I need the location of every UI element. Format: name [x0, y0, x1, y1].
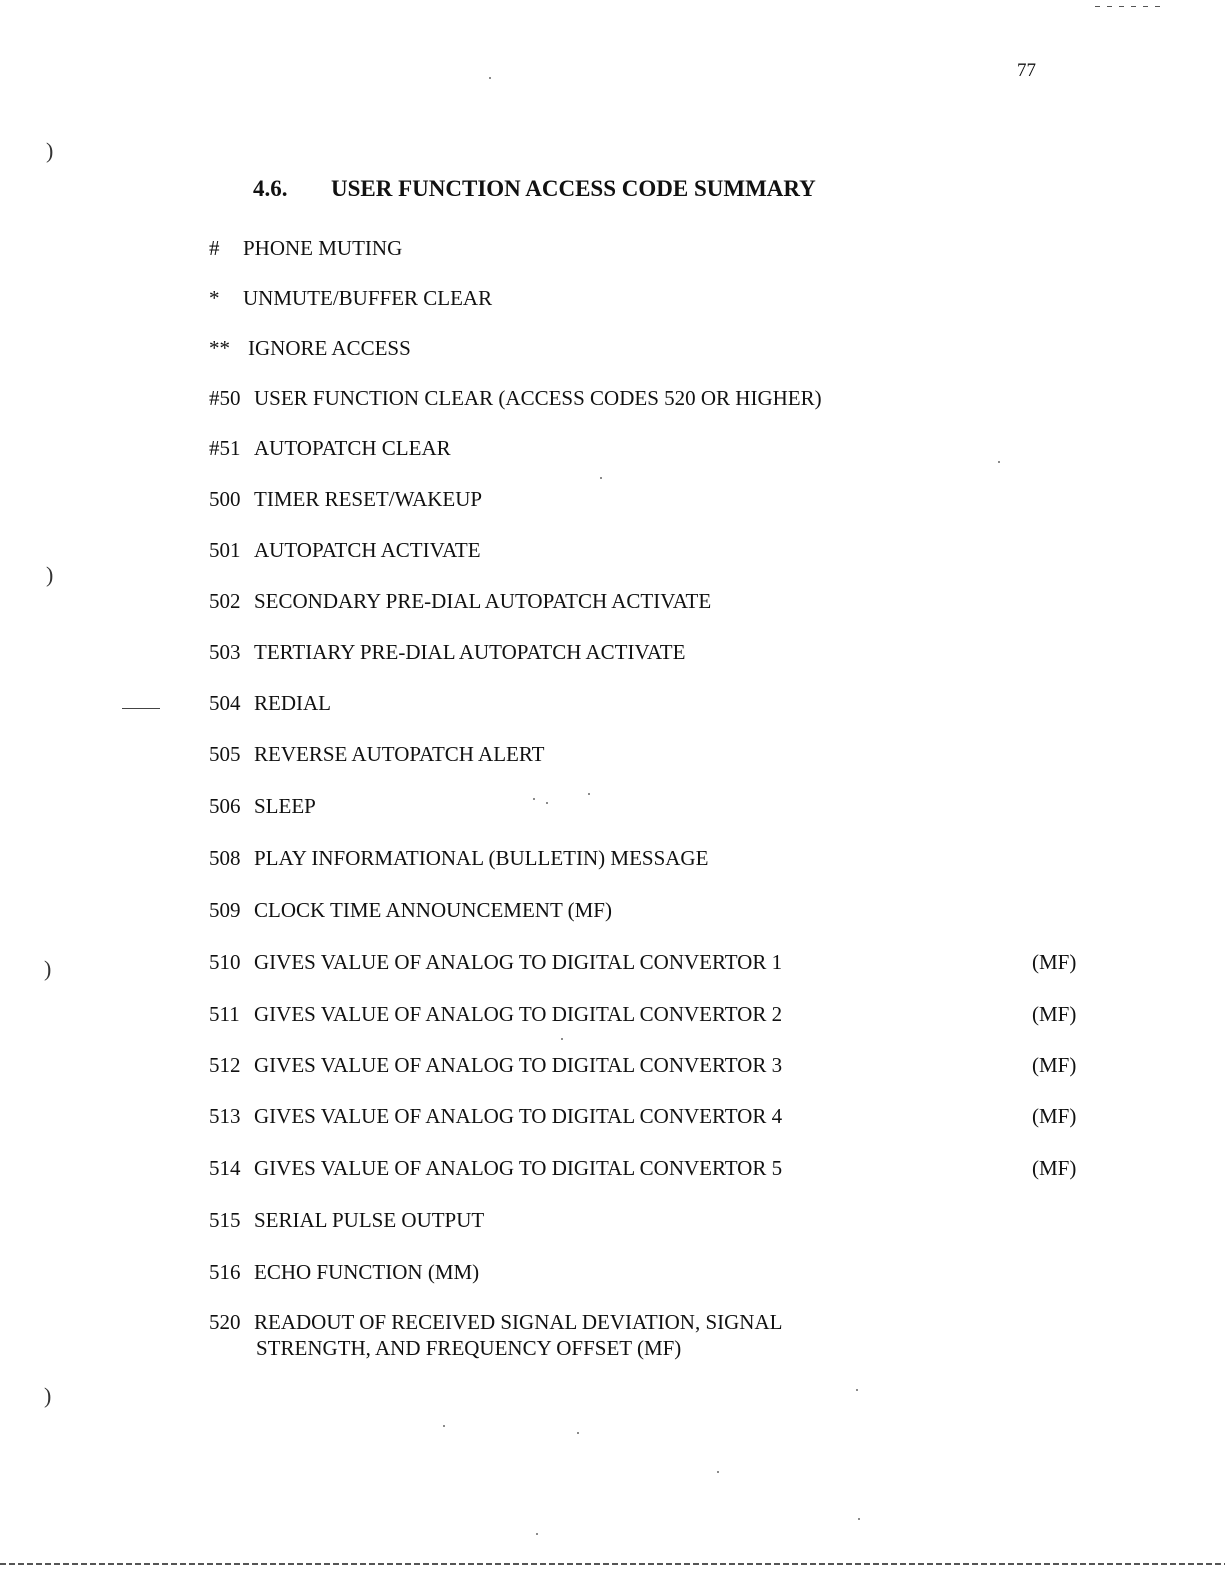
section-title: USER FUNCTION ACCESS CODE SUMMARY [331, 176, 816, 201]
list-item [209, 845, 708, 871]
code-description: SLEEP [254, 794, 316, 818]
scan-speck [489, 77, 491, 79]
scan-speck [858, 1518, 860, 1520]
scan-speck [561, 1038, 563, 1040]
scan-speck [717, 1471, 719, 1473]
mf-suffix: (MF) [1032, 1156, 1077, 1180]
list-item [209, 588, 711, 614]
access-code: 515 [209, 1208, 241, 1232]
scan-speck [533, 798, 535, 800]
access-code: #51 [209, 436, 241, 460]
page-number: 77 [1017, 60, 1036, 81]
code-description: USER FUNCTION CLEAR (ACCESS CODES 520 OR HIGHER) [254, 386, 822, 410]
list-item [209, 1309, 782, 1361]
code-description: GIVES VALUE OF ANALOG TO DIGITAL CONVERTOR 4 [254, 1104, 783, 1128]
section-number: 4.6. [253, 176, 288, 201]
scan-speck [546, 802, 548, 804]
margin-mark: ) [44, 1383, 52, 1408]
scan-speck [588, 793, 590, 795]
list-item [209, 1259, 479, 1285]
margin-dash [122, 708, 160, 709]
code-description: READOUT OF RECEIVED SIGNAL DEVIATION, SIGNAL [254, 1310, 783, 1334]
access-code: 510 [209, 950, 241, 974]
access-code: 514 [209, 1156, 241, 1180]
code-description: SECONDARY PRE-DIAL AUTOPATCH ACTIVATE [254, 589, 712, 613]
mf-suffix: (MF) [1032, 1104, 1077, 1128]
access-code: 502 [209, 589, 241, 613]
list-item [209, 1001, 1077, 1027]
access-code: 503 [209, 640, 241, 664]
list-item [209, 741, 544, 767]
mf-suffix: (MF) [1032, 1053, 1077, 1077]
list-item [209, 639, 685, 665]
access-code: 505 [209, 742, 241, 766]
code-description: AUTOPATCH CLEAR [254, 436, 451, 460]
list-item [209, 235, 402, 261]
code-description: CLOCK TIME ANNOUNCEMENT (MF) [254, 898, 612, 922]
list-item [209, 897, 612, 923]
access-code: * [209, 286, 220, 310]
code-description: REVERSE AUTOPATCH ALERT [254, 742, 545, 766]
access-code: 509 [209, 898, 241, 922]
access-code: 516 [209, 1260, 241, 1284]
scan-speck [998, 461, 1000, 463]
code-description: IGNORE ACCESS [248, 336, 411, 360]
access-code: ** [209, 336, 230, 360]
code-description: AUTOPATCH ACTIVATE [254, 538, 481, 562]
list-item [209, 1155, 1077, 1181]
code-description: ECHO FUNCTION (MM) [254, 1260, 480, 1284]
code-description: REDIAL [254, 691, 331, 715]
scan-speck [600, 477, 602, 479]
scan-speck [577, 1432, 579, 1434]
access-code: #50 [209, 386, 241, 410]
list-item [209, 335, 411, 361]
margin-mark: ) [46, 562, 54, 587]
code-description: PLAY INFORMATIONAL (BULLETIN) MESSAGE [254, 846, 709, 870]
list-item [209, 285, 492, 311]
list-item [209, 690, 331, 716]
mf-suffix: (MF) [1032, 950, 1077, 974]
access-code: 501 [209, 538, 241, 562]
scan-artifact-bottom [0, 1563, 1225, 1565]
access-code: 506 [209, 794, 241, 818]
list-item [209, 1207, 484, 1233]
list-item [209, 949, 1077, 975]
access-code: 520 [209, 1310, 241, 1334]
code-description: TERTIARY PRE-DIAL AUTOPATCH ACTIVATE [254, 640, 686, 664]
list-item [209, 537, 481, 563]
list-item [209, 1052, 1077, 1078]
scan-speck [536, 1533, 538, 1535]
access-code: 504 [209, 691, 241, 715]
access-code: # [209, 236, 220, 260]
mf-suffix: (MF) [1032, 1002, 1077, 1026]
code-description: GIVES VALUE OF ANALOG TO DIGITAL CONVERTOR 2 [254, 1002, 783, 1026]
scan-speck [856, 1389, 858, 1391]
code-description: SERIAL PULSE OUTPUT [254, 1208, 485, 1232]
list-item [209, 486, 482, 512]
section-heading [253, 176, 816, 202]
access-code: 512 [209, 1053, 241, 1077]
scan-artifact-top [1095, 6, 1165, 7]
code-description: GIVES VALUE OF ANALOG TO DIGITAL CONVERTOR 1 [254, 950, 783, 974]
list-item [209, 793, 316, 819]
code-description: TIMER RESET/WAKEUP [254, 487, 483, 511]
list-item [209, 1103, 1077, 1129]
margin-mark: ) [44, 956, 52, 981]
list-item [209, 435, 451, 461]
access-code: 511 [209, 1002, 240, 1026]
list-item [209, 385, 822, 411]
code-description: PHONE MUTING [243, 236, 403, 260]
code-description: GIVES VALUE OF ANALOG TO DIGITAL CONVERTOR 5 [254, 1156, 783, 1180]
scan-speck [443, 1425, 445, 1427]
code-description-continued: STRENGTH, AND FREQUENCY OFFSET (MF) [256, 1336, 682, 1360]
access-code: 508 [209, 846, 241, 870]
code-description: UNMUTE/BUFFER CLEAR [243, 286, 493, 310]
margin-mark: ) [46, 138, 54, 163]
access-code: 500 [209, 487, 241, 511]
access-code: 513 [209, 1104, 241, 1128]
code-description: GIVES VALUE OF ANALOG TO DIGITAL CONVERTOR 3 [254, 1053, 783, 1077]
